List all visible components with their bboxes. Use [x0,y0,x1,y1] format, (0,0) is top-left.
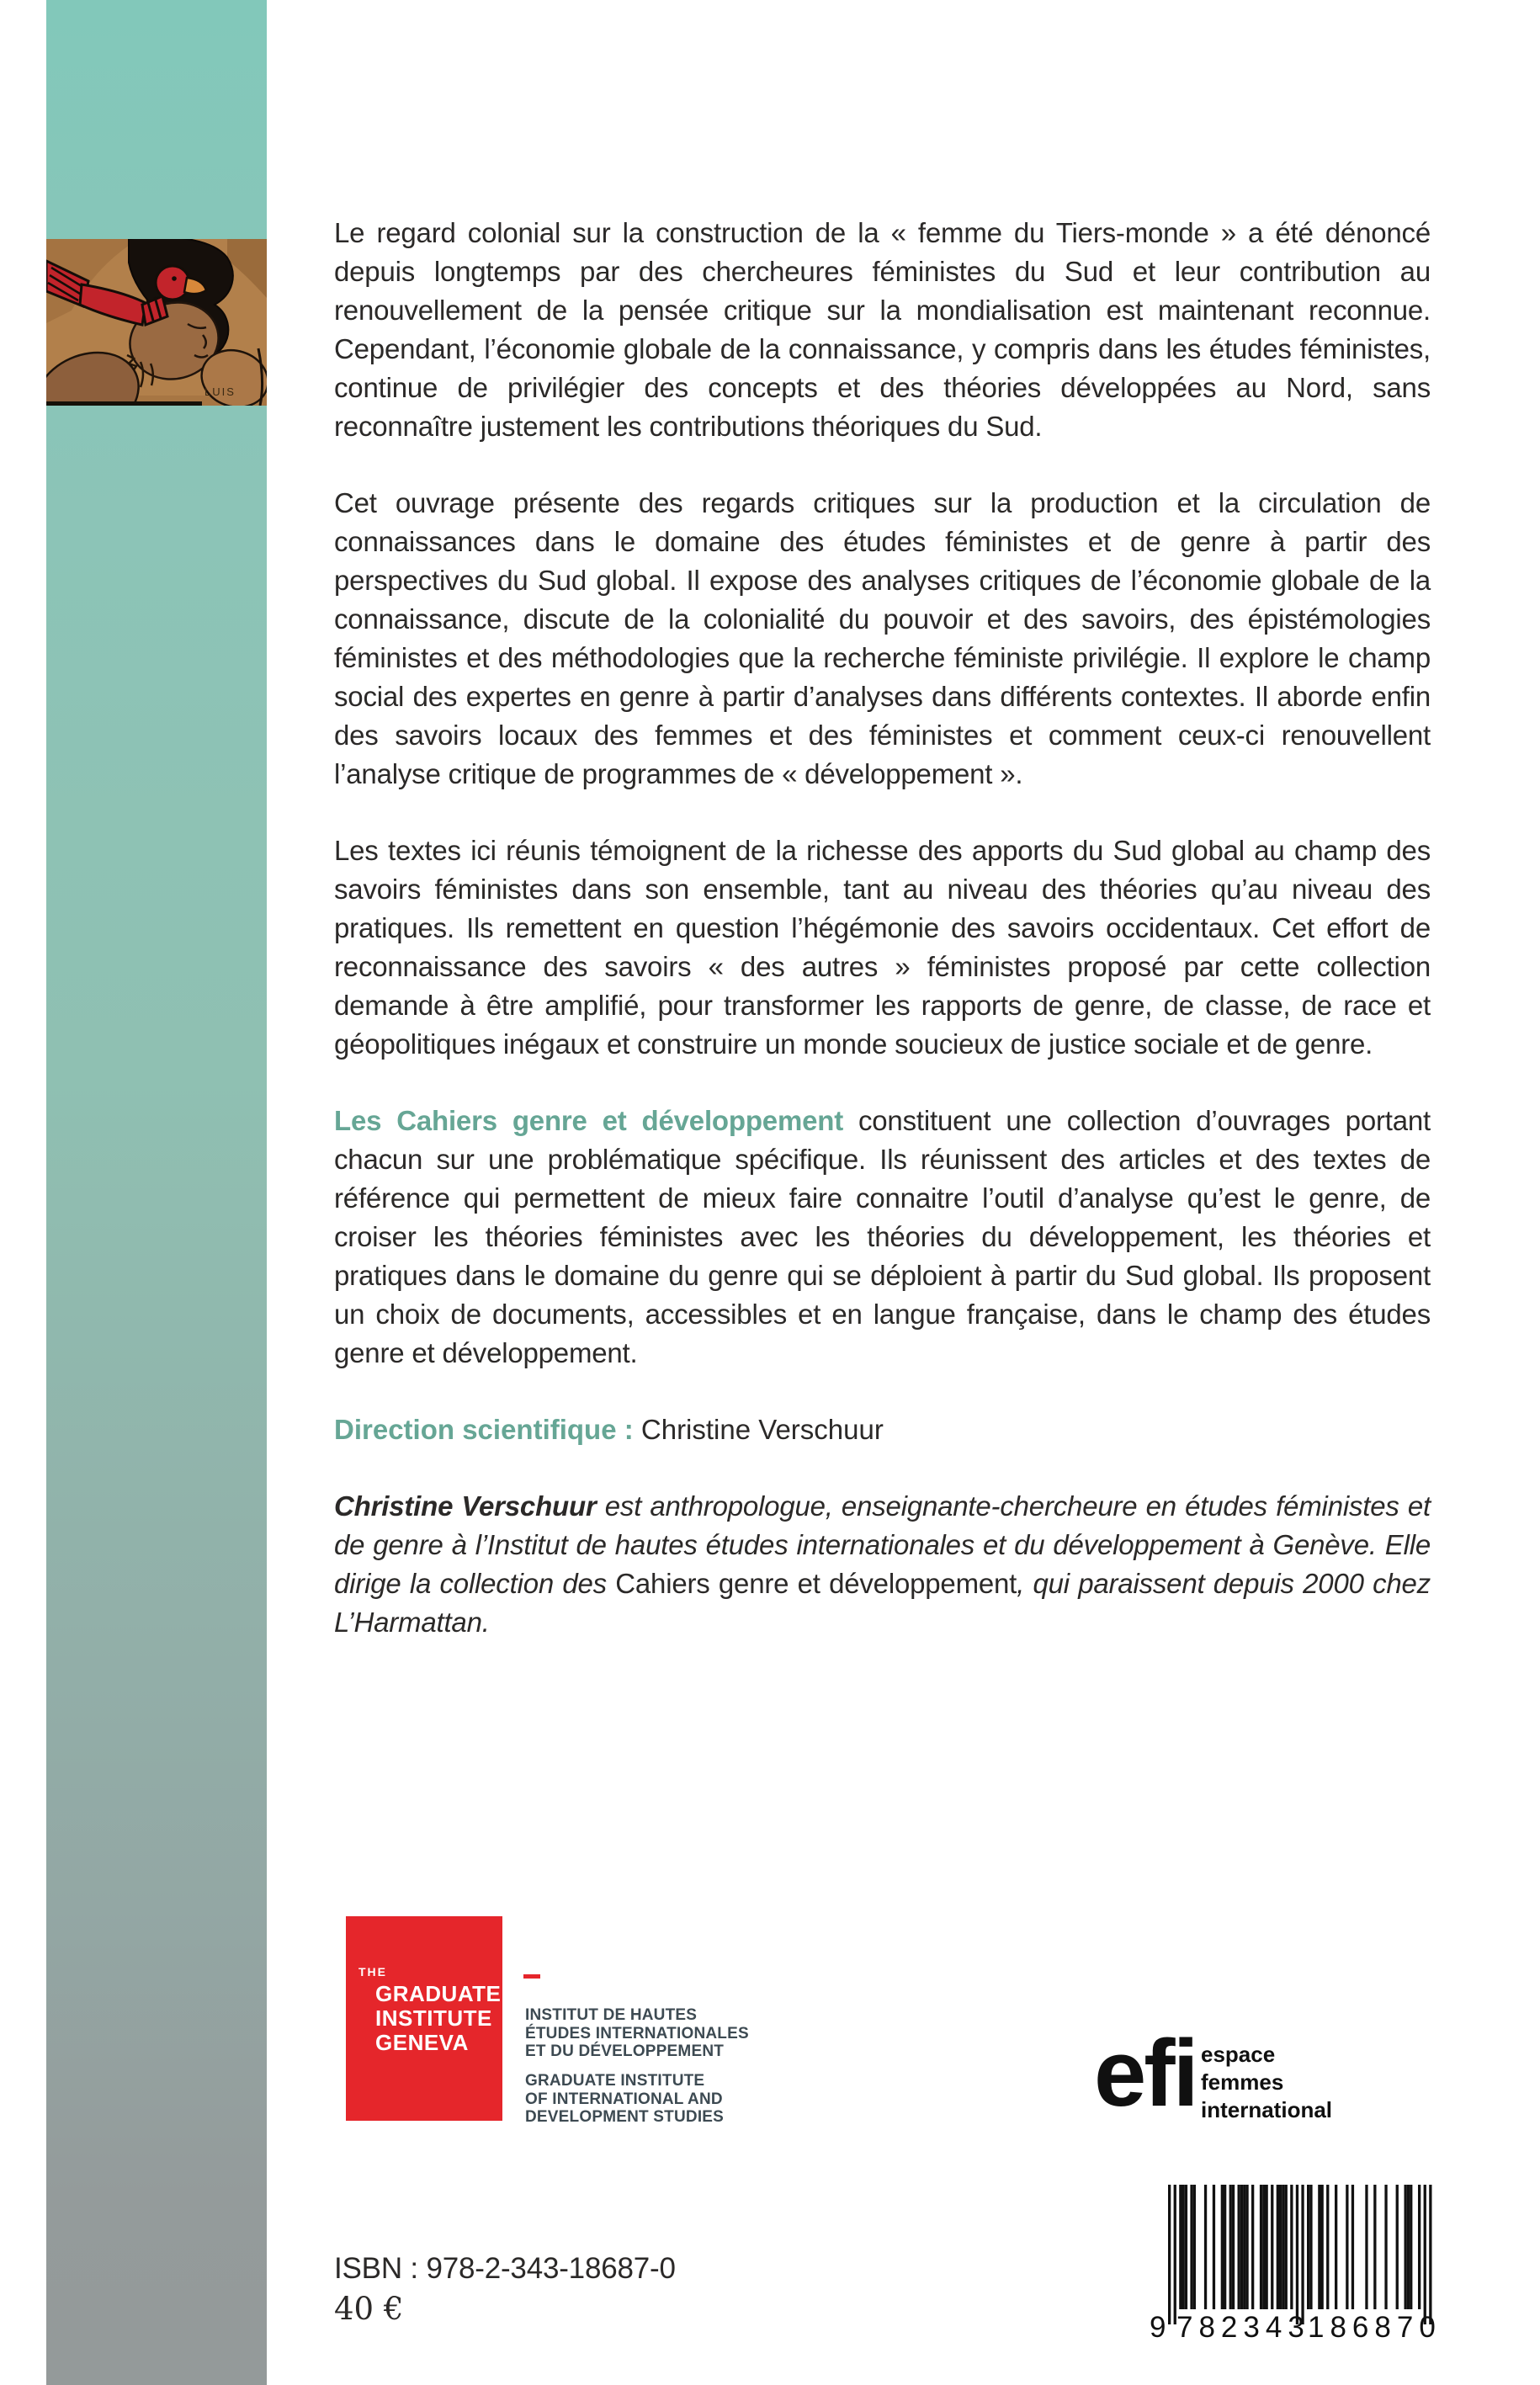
paragraph-colonial-gaze: Le regard colonial sur la construction de la « femme du Tiers-monde » a été dénoncé depuis longtemps par des chercheures féministes du Sud et leur contribution au renouvellement de la pensée critique sur la mondialisation est maintenant reconnue. Cependant, l’économie globale de la connaissance, y compris dans les études féministes, continue de privilégier des concepts et des théories développées au Nord, sans reconnaître justement les contributions théoriques du Sud. [334,217,1431,442]
author-name: Christine Verschuur [334,1490,597,1522]
artwork-signature: LUIS [204,385,236,398]
series-name-part1: Cahiers genre et [615,1568,820,1599]
institute-name-english [525,2072,724,2127]
scientific-direction-line [334,1410,1431,1449]
paragraph-texts-reunited: Les textes ici réunis témoignent de la richesse des apports du Sud global au champ des savoirs féministes dans son ensemble, tant au niveau des théories qu’au niveau des pratiques. Ils remettent en question l’hégémonie des savoirs occidentaux. Cet effort de reconnaissance des savoirs « des autres » féministes proposé par cette collection demande à être amplifié, pour transformer les rapports de genre, de classe, de race et géopolitiques inégaux et construire un monde soucieux de justice sociale et de genre. [334,835,1431,1060]
efi-word-femmes: femmes [1201,2069,1284,2095]
institute-en-line3: DEVELOPMENT STUDIES [525,2108,725,2126]
series-name-part2: développement [829,1568,1017,1599]
price-text: 40 € [334,2291,404,2327]
graduate-institute-name [375,1982,501,2055]
barcode-digit-lead: 9 [1150,2311,1166,2344]
institute-en-line1: GRADUATE INSTITUTE [525,2072,705,2090]
gi-name-line3: GENEVA [375,2030,469,2055]
efi-word-espace: espace [1201,2042,1276,2067]
institute-fr-line3: ET DU DÉVELOPPEMENT [525,2042,725,2060]
author-bio [334,1487,1431,1642]
institute-fr-line2: ÉTUDES INTERNATIONALES [525,2024,749,2042]
barcode-digits-right: 186870 [1308,2311,1442,2344]
institute-fr-line1: INSTITUT DE HAUTES [525,2006,698,2024]
scientific-direction-name: Christine Verschuur [633,1414,884,1445]
barcode-digits [1150,2311,1442,2348]
barcode-digits-left: 782343 [1176,2311,1310,2344]
back-cover-text [334,214,1431,1642]
scientific-direction-label: Direction scientifique : [334,1414,634,1445]
institute-name-french [525,2006,749,2061]
barcode-svg [1150,2185,1432,2328]
artwork-illustration [46,239,267,406]
author-bio-text-2: , qui paraissent depuis 2000 chez L’Harmattan. [334,1568,1431,1638]
collection-description: constituent une collection d’ouvrages portant chacun sur une problématique spécifique. Ils réunissent des articles et des textes de référence qui permettent de mieux faire connaitre l’outil d’analyse qu’est le genre, de croiser les théories féministes avec les théories du développement, les théories et pratiques dans le domaine du genre qui se déploient à partir du Sud global. Ils proposent un choix de documents, accessibles et en langue française, dans le champ des études genre et développement. [334,1105,1431,1368]
efi-word-international: international [1201,2097,1333,2122]
graduate-institute-logo [346,1916,502,2121]
cover-artwork [46,239,267,406]
author-bio-text-1: est anthropologue, enseignante-chercheure en études féministes et de genre à l’Institut de hautes études internationales et du développement à Genève. Elle dirige la collection des [334,1490,1431,1599]
efi-logo-words [1201,2041,1332,2124]
red-dash-icon [523,1974,540,1979]
institute-en-line2: OF INTERNATIONAL AND [525,2090,723,2108]
efi-logo: efi [1094,2021,1197,2126]
paragraph-collection [334,1102,1431,1373]
gi-name-line2: INSTITUTE [375,2005,492,2031]
isbn-text: ISBN : 978-2-343-18687-0 [334,2252,676,2285]
paragraph-book-summary: Cet ouvrage présente des regards critiques sur la production et la circulation de connaissances dans le domaine des études féministes et de genre à partir des perspectives du Sud global. Il expose des analyses critiques de l’économie globale de la connaissance, discute de la colonialité du pouvoir et des savoirs, des épistémologies féministes et des méthodologies que la recherche féministe privilégie. Il explore le champ social des expertes en genre à partir d’analyses dans différents contextes. Il aborde enfin des savoirs locaux des femmes et des féministes et comment ceux-ci renouvellent l’analyse critique de programmes de « développement ». [334,487,1431,789]
barcode [1150,2185,1442,2353]
graduate-institute-the: THE [358,1965,387,1979]
collection-series-title: Les Cahiers genre et développement [334,1105,844,1136]
gi-name-line1: GRADUATE [375,1981,502,2006]
